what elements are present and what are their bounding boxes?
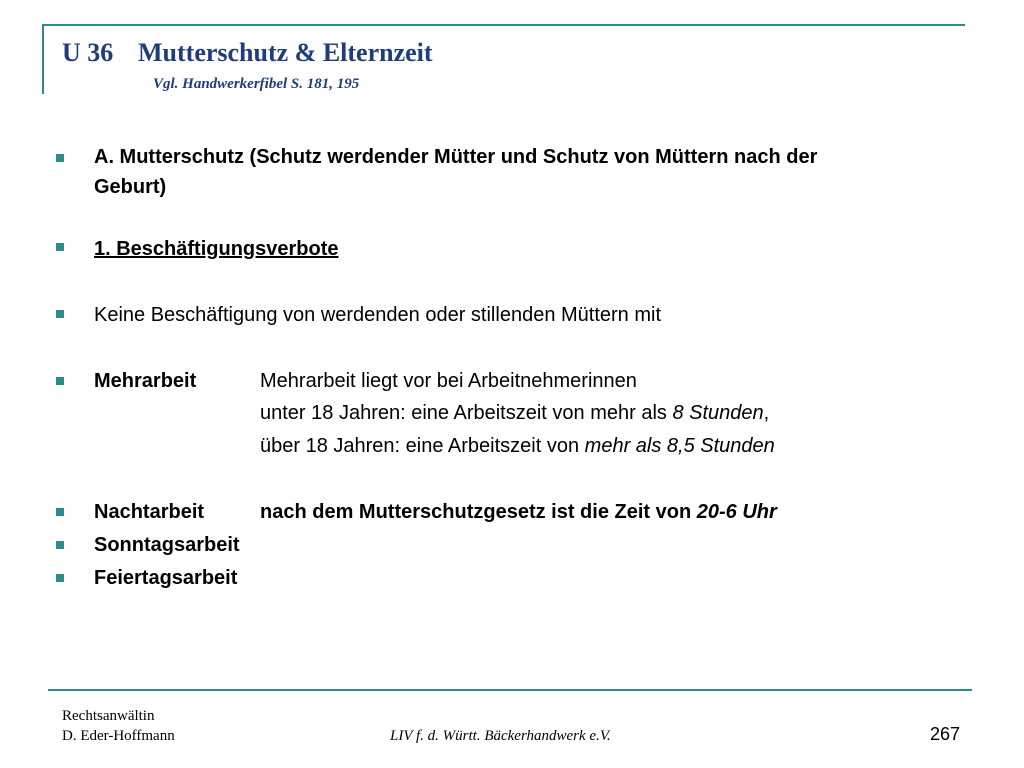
- bullet-square: [56, 377, 64, 385]
- footer-author-line1: Rechtsanwältin: [62, 708, 155, 724]
- footer-divider: [48, 689, 972, 691]
- bullet-square: [56, 310, 64, 318]
- bullet-square: [56, 154, 64, 162]
- feiertagsarbeit-label: Feiertagsarbeit: [94, 567, 238, 589]
- page-number: 267: [930, 724, 961, 744]
- item-a-line2: Geburt): [94, 176, 167, 198]
- bullet-square: [56, 541, 64, 549]
- title-frame-top: [42, 24, 965, 26]
- mehrarbeit-line3-emphasis: mehr als 8,5 Stunden: [584, 435, 775, 457]
- title-text: Mutterschutz & Elternzeit: [138, 38, 433, 67]
- footer-organization: LIV f. d. Württ. Bäckerhandwerk e.V.: [390, 728, 611, 744]
- nachtarbeit-label: Nachtarbeit: [94, 501, 205, 523]
- bullet-square: [56, 574, 64, 582]
- section-heading: 1. Beschäftigungsverbote: [94, 238, 339, 260]
- slide-title: [62, 38, 433, 68]
- mehrarbeit-line2-end: ,: [763, 402, 770, 424]
- sonntagsarbeit-label: Sonntagsarbeit: [94, 534, 240, 556]
- intro-text: Keine Beschäftigung von werdenden oder stillenden Müttern mit: [94, 304, 662, 326]
- slide-subtitle: Vgl. Handwerkerfibel S. 181, 195: [153, 76, 360, 92]
- mehrarbeit-line3-text: über 18 Jahren: eine Arbeitszeit von: [260, 435, 585, 457]
- nachtarbeit-text-emphasis: 20-6 Uhr: [696, 501, 777, 523]
- mehrarbeit-line2-emphasis: 8 Stunden: [672, 402, 764, 424]
- mehrarbeit-line2-text: unter 18 Jahren: eine Arbeitszeit von mehr als: [260, 402, 673, 424]
- nachtarbeit-text: [260, 497, 777, 527]
- bullet-square: [56, 508, 64, 516]
- mehrarbeit-line2: [260, 398, 769, 428]
- title-number: U 36: [62, 38, 114, 67]
- mehrarbeit-line3: [260, 431, 775, 461]
- footer-author: [62, 706, 175, 746]
- title-frame-left: [42, 24, 44, 94]
- mehrarbeit-line1: Mehrarbeit liegt vor bei Arbeitnehmerinnen: [260, 370, 637, 392]
- nachtarbeit-text-main: nach dem Mutterschutzgesetz ist die Zeit von: [260, 501, 697, 523]
- footer-author-line2: D. Eder-Hoffmann: [62, 728, 175, 744]
- item-a-line1: A. Mutterschutz (Schutz werdender Mütter und Schutz von Müttern nach der: [94, 146, 818, 168]
- bullet-square: [56, 243, 64, 251]
- mehrarbeit-label: Mehrarbeit: [94, 370, 197, 392]
